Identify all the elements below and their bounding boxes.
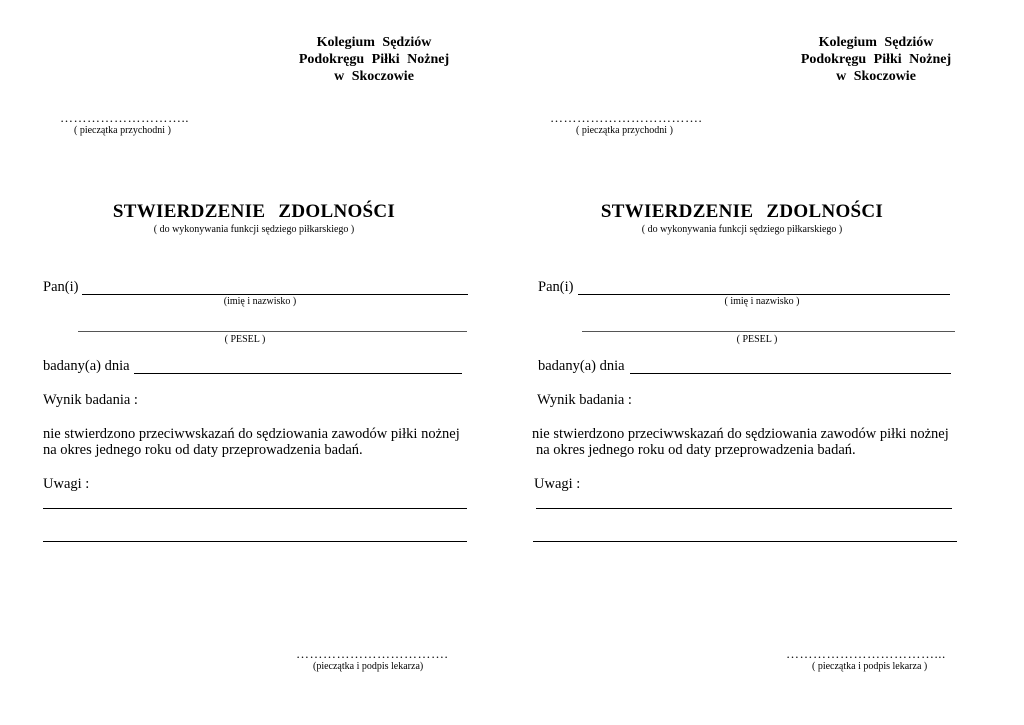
pesel-caption: ( PESEL ) xyxy=(224,334,266,345)
org-line-1: Kolegium Sędziów xyxy=(316,35,432,50)
org-line-1: Kolegium Sędziów xyxy=(818,35,934,50)
document-title: STWIERDZENIE ZDOLNOŚCI xyxy=(600,201,884,222)
notes-label: Uwagi : xyxy=(43,476,90,492)
pesel-field-line[interactable] xyxy=(78,331,467,332)
result-text-line-2: na okres jednego roku od daty przeprowadzenia badań. xyxy=(536,442,856,458)
org-line-3: w Skoczowie xyxy=(334,69,414,84)
organization-header xyxy=(788,34,964,85)
result-label: Wynik badania : xyxy=(537,392,632,408)
result-text-line-2: na okres jednego roku od daty przeprowadzenia badań. xyxy=(43,442,363,458)
notes-field-line-2[interactable] xyxy=(43,541,467,542)
org-line-2: Podokręgu Piłki Nożnej xyxy=(800,52,952,67)
doctor-signature-dots: ……………………………. xyxy=(296,646,449,661)
notes-label: Uwagi : xyxy=(534,476,581,492)
pesel-field-line[interactable] xyxy=(582,331,955,332)
name-label: Pan(i) xyxy=(538,279,574,295)
exam-date-label: badany(a) dnia xyxy=(538,358,625,374)
notes-field-line-2[interactable] xyxy=(533,541,957,542)
name-caption: (imię i nazwisko ) xyxy=(223,296,297,307)
org-line-2: Podokręgu Piłki Nożnej xyxy=(298,52,450,67)
notes-field-line-1[interactable] xyxy=(43,508,467,509)
certificate-form-right xyxy=(512,0,1024,725)
exam-date-field-line[interactable] xyxy=(630,373,951,374)
document-title: STWIERDZENIE ZDOLNOŚCI xyxy=(112,201,396,222)
name-caption: ( imię i nazwisko ) xyxy=(724,296,800,307)
clinic-stamp-caption: ( pieczątka przychodni ) xyxy=(576,125,673,136)
pesel-caption: ( PESEL ) xyxy=(736,334,778,345)
clinic-stamp-caption: ( pieczątka przychodni ) xyxy=(74,125,171,136)
doctor-signature-dots: ……………………………... xyxy=(786,646,946,661)
name-field-line[interactable] xyxy=(82,294,468,295)
result-text-line-1: nie stwierdzono przeciwwskazań do sędziowania zawodów piłki nożnej xyxy=(532,426,949,442)
name-label: Pan(i) xyxy=(43,279,79,295)
notes-field-line-1[interactable] xyxy=(536,508,952,509)
name-field-line[interactable] xyxy=(578,294,950,295)
result-label: Wynik badania : xyxy=(43,392,138,408)
doctor-signature-caption: (pieczątka i podpis lekarza) xyxy=(313,661,424,672)
clinic-stamp-dots: ……………………………. xyxy=(550,110,703,125)
clinic-stamp-dots: ……………………….. xyxy=(60,110,189,125)
document-subtitle: ( do wykonywania funkcji sędziego piłkarskiego ) xyxy=(153,224,355,235)
result-text-line-1: nie stwierdzono przeciwwskazań do sędziowania zawodów piłki nożnej xyxy=(43,426,460,442)
organization-header xyxy=(286,34,462,85)
exam-date-field-line[interactable] xyxy=(134,373,462,374)
exam-date-label: badany(a) dnia xyxy=(43,358,130,374)
doctor-signature-caption: ( pieczątka i podpis lekarza ) xyxy=(812,661,928,672)
org-line-3: w Skoczowie xyxy=(836,69,916,84)
document-subtitle: ( do wykonywania funkcji sędziego piłkarskiego ) xyxy=(641,224,843,235)
